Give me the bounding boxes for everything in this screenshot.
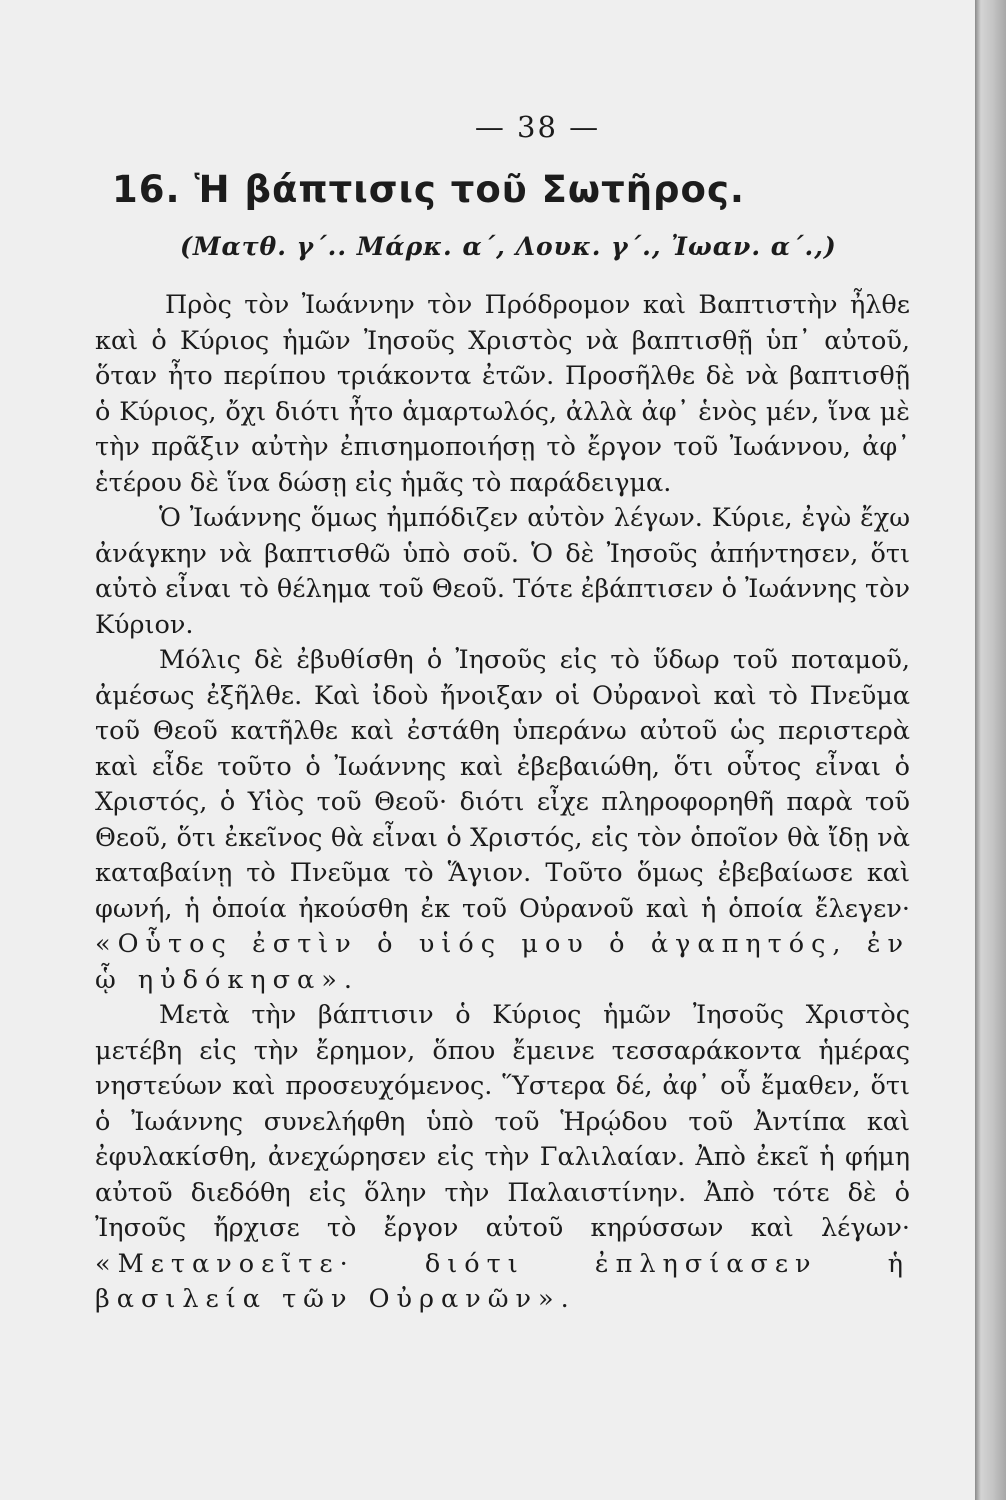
paragraph-3 bbox=[95, 643, 910, 998]
chapter-title: 16. Ἡ βάπτισις τοῦ Σωτῆρος. bbox=[112, 168, 745, 211]
preaching-quote: «Μετανοεῖτε· διότι ἐπλησίασεν ἡ βασιλεία τῶν Οὐρανῶν». bbox=[95, 1248, 910, 1314]
paragraph-3-text: Μόλις δὲ ἐβυθίσθη ὁ Ἰησοῦς εἰς τὸ ὕδωρ τοῦ ποταμοῦ, ἀμέσως ἐξῆλθε. Καὶ ἰδοὺ ἤνοιξαν οἱ Οὐρανοὶ καὶ τὸ Πνεῦμα τοῦ Θεοῦ κατῆλθε καὶ ἐστάθη ὑπεράνω αὐτοῦ ὡς περιστερὰ καὶ εἶδε τοῦτο ὁ Ἰωάννης καὶ ἐβεβαιώθη, ὅτι οὗτος εἶναι ὁ Χριστός, ὁ Υἱὸς τοῦ Θεοῦ· διότι εἶχε πληροφορηθῆ παρὰ τοῦ Θεοῦ, ὅτι ἐκεῖνος θὰ εἶναι ὁ Χριστός, εἰς τὸν ὁποῖον θὰ ἴδῃ νὰ καταβαίνῃ τὸ Πνεῦμα τὸ Ἅγιον. Τοῦτο ὅμως ἐβεβαίωσε καὶ φωνή, ἡ ὁποία ἠκούσθη ἐκ τοῦ Οὐρανοῦ καὶ ἡ ὁποία ἔλεγεν· bbox=[95, 645, 910, 924]
body-text bbox=[95, 288, 910, 1318]
paragraph-4-text: Μετὰ τὴν βάπτισιν ὁ Κύριος ἡμῶν Ἰησοῦς Χριστὸς μετέβη εἰς τὴν ἔρημον, ὅπου ἔμεινε τεσσαράκοντα ἡμέρας νηστεύων καὶ προσευχόμενος. Ὕστερα δέ, ἀφ᾽ οὗ ἔμαθεν, ὅτι ὁ Ἰωάννης συνελήφθη ὑπὸ τοῦ Ἡρῴδου τοῦ Ἀντίπα καὶ ἐφυλακίσθη, ἀνεχώρησεν εἰς τὴν Γαλιλαίαν. Ἀπὸ ἐκεῖ ἡ φήμη αὐτοῦ διεδόθη εἰς ὅλην τὴν Παλαιστίνην. Ἀπὸ τότε δὲ ὁ Ἰησοῦς ἤρχισε τὸ ἔργον αὐτοῦ κηρύσσων καὶ λέγων· bbox=[95, 1000, 910, 1243]
heavenly-voice-quote: «Οὗτος ἐστὶν ὁ υἱός μου ὁ ἀγαπητός, ἐν ᾧ ηὐδόκησα». bbox=[95, 929, 910, 995]
paragraph-4 bbox=[95, 998, 910, 1318]
scripture-references: (Ματθ. γ΄.. Μάρκ. α΄, Λουκ. γ΄., Ἰωαν. α΄.,) bbox=[180, 232, 837, 261]
page-edge bbox=[975, 0, 1006, 1500]
paragraph-2: Ὁ Ἰωάννης ὅμως ἠμπόδιζεν αὐτὸν λέγων. Κύριε, ἐγὼ ἔχω ἀνάγκην νὰ βαπτισθῶ ὑπὸ σοῦ. Ὁ δὲ Ἰησοῦς ἀπήντησεν, ὅτι αὐτὸ εἶναι τὸ θέλημα τοῦ Θεοῦ. Τότε ἐβάπτισεν ὁ Ἰωάννης τὸν Κύριον. bbox=[95, 503, 910, 640]
paragraph-1: Πρὸς τὸν Ἰωάννην τὸν Πρόδρομον καὶ Βαπτιστὴν ἦλθε καὶ ὁ Κύριος ἡμῶν Ἰησοῦς Χριστὸς νὰ βαπτισθῇ ὑπ᾽ αὐτοῦ, ὅταν ἦτο περίπου τριάκοντα ἐτῶν. Προσῆλθε δὲ νὰ βαπτισθῇ ὁ Κύριος, ὄχι διότι ἦτο ἁμαρτωλός, ἀλλὰ ἀφ᾽ ἑνὸς μέν, ἵνα μὲ τὴν πρᾶξιν αὐτὴν ἐπισημοποιήσῃ τὸ ἔργον τοῦ Ἰωάννου, ἀφ᾽ ἑτέρου δὲ ἵνα δώσῃ εἰς ἡμᾶς τὸ παράδειγμα. bbox=[95, 290, 910, 498]
page-number: — 38 — bbox=[474, 110, 601, 144]
